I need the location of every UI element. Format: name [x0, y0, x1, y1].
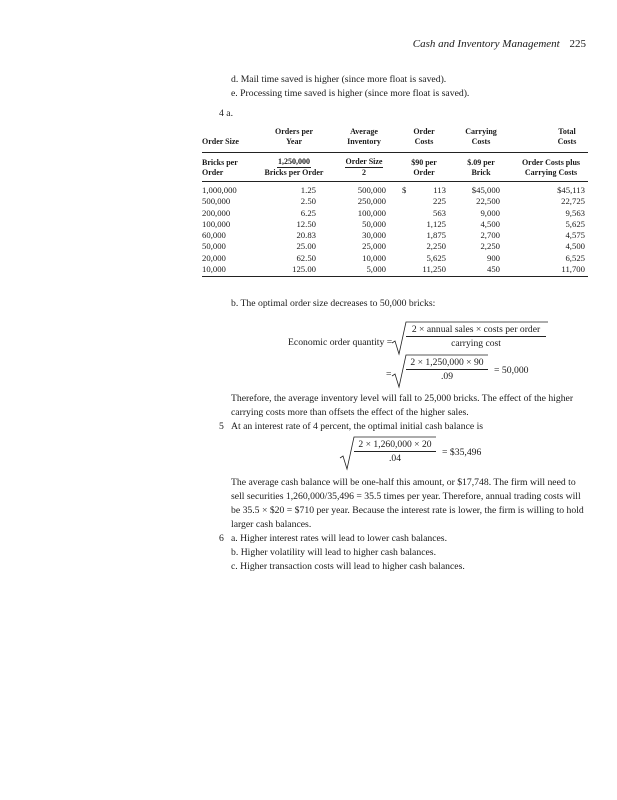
- table-cell: 50,000: [362, 218, 386, 229]
- table-cell: 30,000: [362, 230, 386, 241]
- table-cell: 125.00: [292, 264, 316, 275]
- q6-label: 6: [219, 533, 224, 544]
- table-cell: 5,625: [426, 252, 446, 263]
- table-cell: 563: [432, 207, 446, 218]
- table-cell: 22,725: [561, 196, 585, 207]
- q6-item-a: a. Higher interest rates will lead to lower cash balances.: [231, 533, 448, 544]
- table-cell: 9,000: [480, 207, 500, 218]
- table-cell: 225: [432, 196, 446, 207]
- cash-result: = $35,496: [442, 447, 482, 458]
- table-cell: [400, 208, 416, 219]
- eoq2-denominator: .09: [441, 371, 453, 382]
- table-cell: 1,875: [426, 230, 446, 241]
- table-cell: 4,500: [565, 241, 585, 252]
- cash-fraction: [354, 439, 436, 464]
- q5-paragraph-line1: The average cash balance will be one-half this amount, or $17,748. The firm will need to: [231, 477, 576, 488]
- eoq-label: Economic order quantity =: [288, 337, 393, 348]
- formula-carrying-costs: $.09 per Brick: [467, 157, 495, 177]
- table-cell: $45,000: [471, 185, 500, 195]
- col-total-costs: Total Costs: [557, 127, 577, 146]
- table-cell: 113: [433, 185, 446, 195]
- table-cell: 500,000: [202, 196, 231, 207]
- formula-order-costs: $90 per Order: [411, 157, 437, 177]
- q5-paragraph-line2: sell securities 1,260,000/35,496 = 35.5 times per year. Therefore, annual trading costs will: [231, 491, 581, 502]
- table-cell: [400, 264, 416, 275]
- eoq2-result: = 50,000: [494, 365, 529, 376]
- eoq2-fraction: [406, 357, 488, 382]
- table-cell: 20,000: [202, 252, 226, 263]
- table-header-row-2: [202, 153, 588, 179]
- table-cell: 11,700: [561, 264, 585, 275]
- formula-orders-per-year: 1,250,000 Bricks per Order: [264, 157, 324, 177]
- q5-paragraph-line4: larger cash balances.: [231, 519, 312, 530]
- table-cell: 4,575: [565, 230, 585, 241]
- table-cell: 1,125: [426, 218, 446, 229]
- table-cell: 2,250: [426, 241, 446, 252]
- eoq-equals: =: [386, 369, 392, 380]
- table-cell: 10,000: [362, 252, 386, 263]
- q4-label: 4 a.: [219, 108, 233, 119]
- eoq-numerator: 2 × annual sales × costs per order: [406, 324, 546, 337]
- table-cell: 25.00: [296, 241, 316, 252]
- table-cell: 25,000: [362, 241, 386, 252]
- table-row: [202, 241, 588, 252]
- formula-order-size: Bricks per Order: [202, 157, 238, 177]
- table-cell: [400, 219, 416, 230]
- col-orders-per-year: Orders per Year: [275, 127, 313, 146]
- table-cell: 2.50: [300, 196, 316, 207]
- table-cell: 10,000: [202, 264, 226, 275]
- table-header-row-1: [202, 127, 588, 147]
- q5-paragraph-line3: be 35.5 × $20 = $710 per year. Because the interest rate is lower, the firm is willing to hold: [231, 505, 584, 516]
- table-cell: 50,000: [202, 241, 226, 252]
- table-cell: $: [402, 185, 407, 195]
- formula-average-inventory: Order Size 2: [345, 157, 383, 177]
- table-cell: 900: [486, 252, 500, 263]
- table-row: [202, 219, 588, 230]
- table-cell: 200,000: [202, 207, 231, 218]
- table-row: [202, 185, 588, 196]
- table-row: [202, 196, 588, 207]
- table-cell: 4,500: [480, 218, 500, 229]
- table-cell: [400, 241, 416, 252]
- eoq2-numerator: 2 × 1,250,000 × 90: [406, 357, 488, 370]
- table-cell: 100,000: [202, 218, 231, 229]
- table-cell: 22,500: [476, 196, 500, 207]
- table-cell: 12.50: [296, 218, 316, 229]
- item-e: e. Processing time saved is higher (since more float is saved).: [231, 88, 470, 99]
- table-cell: 11,250: [422, 264, 446, 275]
- col-carrying-costs: Carrying Costs: [465, 127, 497, 146]
- eoq-fraction: [406, 324, 546, 349]
- running-header: [413, 38, 586, 50]
- page-number: 225: [569, 38, 586, 50]
- cash-numerator: 2 × 1,260,000 × 20: [354, 439, 436, 452]
- table-cell: 2,250: [480, 241, 500, 252]
- col-order-costs: Order Costs: [413, 127, 435, 146]
- q5-label: 5: [219, 421, 224, 432]
- q5-text: At an interest rate of 4 percent, the optimal initial cash balance is: [231, 421, 484, 432]
- table-cell: 1,000,000: [202, 185, 237, 195]
- table-cell: 62.50: [296, 252, 316, 263]
- cash-denominator: .04: [389, 453, 401, 464]
- q4-paragraph-line2: carrying costs more than offsets the effect of the higher sales.: [231, 407, 469, 418]
- table-cell: 100,000: [357, 207, 386, 218]
- table-cell: 6,525: [565, 252, 585, 263]
- table-cell: [400, 230, 416, 241]
- table-row: [202, 230, 588, 241]
- table-cell: 1.25: [300, 185, 316, 195]
- table-cell: 20.83: [296, 230, 316, 241]
- table-cell: 450: [486, 264, 500, 275]
- q4-part-b: b. The optimal order size decreases to 50,000 bricks:: [231, 298, 436, 309]
- table-cell: 250,000: [357, 196, 386, 207]
- item-d: d. Mail time saved is higher (since more float is saved).: [231, 74, 447, 85]
- q6-item-b: b. Higher volatility will lead to higher cash balances.: [231, 547, 436, 558]
- table-cell: [400, 253, 416, 264]
- col-order-size: Order Size: [202, 137, 239, 146]
- table-cell: 9,563: [565, 207, 585, 218]
- table-cell: $45,113: [557, 185, 585, 195]
- q6-item-c: c. Higher transaction costs will lead to higher cash balances.: [231, 561, 465, 572]
- table-cell: 2,700: [480, 230, 500, 241]
- table-cell: 5,000: [366, 264, 386, 275]
- chapter-title: Cash and Inventory Management: [412, 38, 560, 50]
- table-row: [202, 264, 588, 275]
- inventory-cost-table: [202, 127, 588, 277]
- table-row: [202, 208, 588, 219]
- formula-total-costs: Order Costs plus Carrying Costs: [521, 157, 581, 177]
- table-cell: 500,000: [357, 185, 386, 195]
- table-cell: [400, 196, 416, 207]
- table-row: [202, 253, 588, 264]
- table-cell: 5,625: [565, 218, 585, 229]
- q4-paragraph-line1: Therefore, the average inventory level will fall to 25,000 bricks. The effect of the higher: [231, 393, 574, 404]
- table-cell: 60,000: [202, 230, 226, 241]
- col-average-inventory: Average Inventory: [347, 127, 381, 146]
- eoq-denominator: carrying cost: [451, 338, 501, 349]
- table-cell: 6.25: [300, 207, 316, 218]
